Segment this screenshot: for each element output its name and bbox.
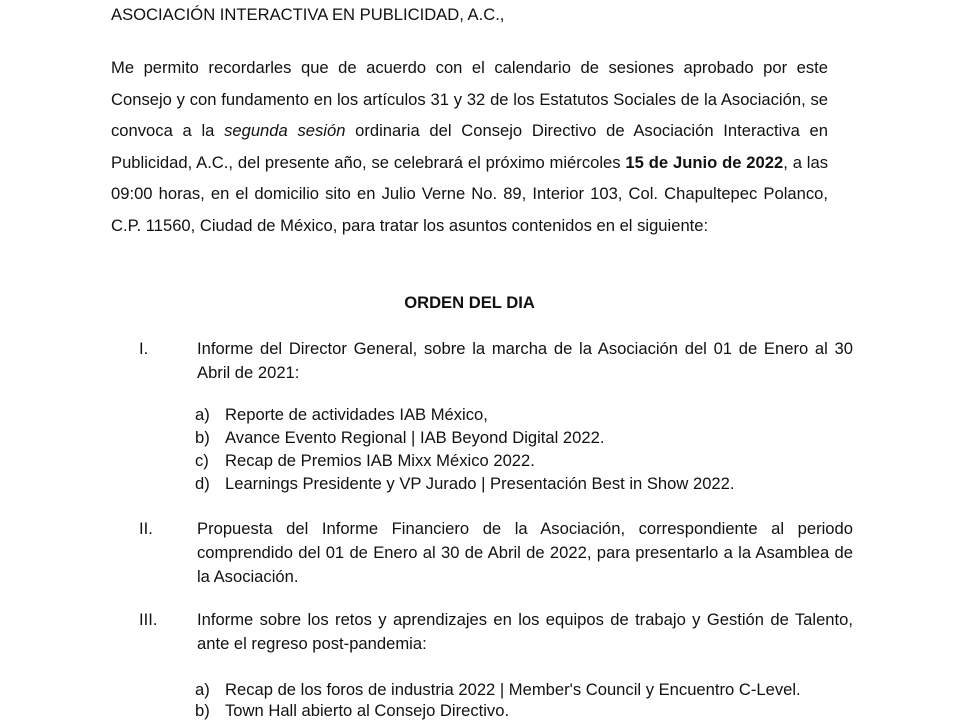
subitem-letter: b) — [195, 428, 210, 447]
agenda-subitem — [195, 699, 509, 722]
intro-text-1: Me permito recordarles que de acuerdo con el calendario de sesiones aprobado por este Consejo y con fundamento en los artículos 31 y 32 de los Estatutos Sociales de la Asociación, se convoca a la — [111, 58, 828, 140]
intro-text-3: , a las 09:00 horas, en el domicilio sito en Julio Verne No. 89, Interior 103, Col. Chapultepec Polanco, C.P. 11560, Ciudad de México, para tratar los asuntos contenidos en el siguiente: — [111, 152, 828, 235]
intro-paragraph — [111, 52, 828, 241]
subitem-text: Recap de Premios IAB Mixx México 2022. — [225, 451, 535, 470]
agenda-subitem — [195, 678, 801, 701]
subitem-text: Reporte de actividades IAB México, — [225, 405, 488, 424]
document-page — [111, 0, 853, 720]
subitem-letter: d) — [195, 474, 210, 493]
agenda-item-text: Propuesta del Informe Financiero de la Asociación, correspondiente al periodo comprendido del 01 de Enero al 30 de Abril de 2022, para presentarlo a la Asamblea de la Asociación. — [197, 519, 853, 586]
agenda-item-text: Informe del Director General, sobre la marcha de la Asociación del 01 de Enero al 30 Abril de 2021: — [197, 339, 853, 382]
subitem-text: Learnings Presidente y VP Jurado | Presentación Best in Show 2022. — [225, 474, 735, 493]
intro-text-2: ordinaria del Consejo Directivo de Asociación Interactiva en Publicidad, A.C., del presente año, se celebrará el próximo miércoles — [111, 121, 828, 172]
agenda-subitem — [195, 449, 535, 472]
agenda-subitem — [195, 426, 604, 449]
agenda-numeral: II. — [139, 519, 153, 538]
agenda-subitem — [195, 403, 488, 426]
addressee-line: ASOCIACIÓN INTERACTIVA EN PUBLICIDAD, A.C., — [111, 5, 505, 24]
subitem-text: Recap de los foros de industria 2022 | Member's Council y Encuentro C-Level. — [225, 680, 801, 699]
agenda-subitem — [195, 472, 735, 495]
subitem-text: Avance Evento Regional | IAB Beyond Digital 2022. — [225, 428, 605, 447]
agenda-item-text: Informe sobre los retos y aprendizajes en los equipos de trabajo y Gestión de Talento, ante el regreso post-pandemia: — [197, 610, 853, 653]
subitem-text: Town Hall abierto al Consejo Directivo. — [225, 701, 510, 720]
subitem-letter: c) — [195, 451, 209, 470]
agenda-numeral: I. — [139, 339, 149, 358]
session-name: segunda sesión — [224, 121, 346, 140]
subitem-letter: a) — [195, 405, 210, 424]
subitem-letter: a) — [195, 680, 210, 699]
agenda-numeral: III. — [139, 610, 158, 629]
meeting-date: 15 de Junio de 2022 — [625, 152, 784, 172]
subitem-letter: b) — [195, 701, 210, 720]
agenda-title: ORDEN DEL DIA — [404, 293, 535, 312]
